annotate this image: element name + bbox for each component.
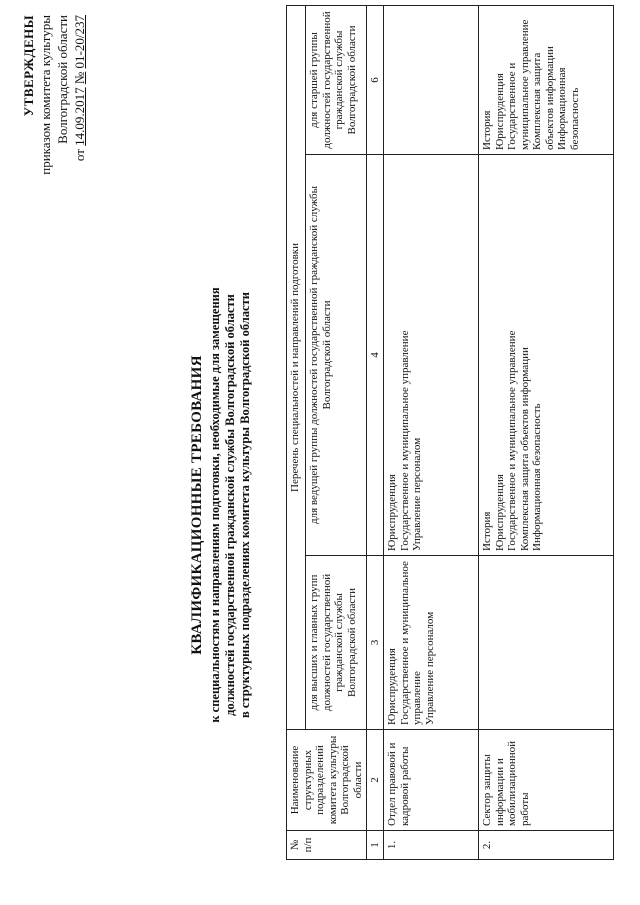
title-line-3: должностей государственной гражданской службы Волгоградской области: [223, 294, 237, 716]
column-numbers-row: [367, 6, 384, 860]
header-list-title: Перечень специальностей и направлений подготовки: [287, 6, 306, 730]
specialty: Государственное и муниципальное управление: [506, 19, 531, 150]
header-group-senior-main: для высших и главных групп должностей государственной гражданской службы Волгоградской области: [306, 556, 367, 730]
table-header-row: [287, 6, 306, 860]
row-col6-list: [384, 6, 479, 155]
specialty: Информационная безопасность: [556, 67, 581, 150]
approval-number-label: №: [72, 71, 87, 85]
row-col6-list: [479, 6, 614, 155]
document-title: [190, 245, 253, 765]
specialty: Юриспруденция: [386, 474, 398, 551]
row-col4-list: [479, 155, 614, 556]
row-org-name: Отдел правовой и кадровой работы: [384, 730, 479, 831]
table-row: [384, 6, 479, 860]
specialty: Комплексная защита объектов информации: [531, 46, 556, 150]
approval-line-1: приказом комитета культуры: [38, 15, 53, 175]
specialty: Юриспруденция: [386, 648, 398, 725]
specialty: Информационная безопасность: [531, 403, 543, 551]
header-num: № п/п: [287, 831, 367, 860]
row-org-name: Сектор защиты информации и мобилизационной работы: [479, 730, 614, 831]
specialty: История: [481, 110, 493, 150]
approval-date-number: [71, 15, 88, 255]
approval-date: 14.09.2017: [72, 87, 87, 146]
row-num: 1.: [384, 831, 479, 860]
specialty: Государственное и муниципальное управление: [398, 561, 423, 725]
row-col3-list: [384, 556, 479, 730]
row-col4-list: [384, 155, 479, 556]
approval-stamp: [20, 15, 88, 255]
header-group-elder: для старшей группы должностей государственной гражданской службы Волгоградской области: [306, 6, 367, 155]
approval-line-2: Волгоградской области: [55, 15, 70, 144]
specialty: История: [481, 511, 493, 551]
header-group-leading: для ведущей группы должностей государственной гражданской службы Волгоградской области: [306, 155, 367, 556]
specialty: Государственное и муниципальное управление: [506, 330, 518, 551]
specialty: Юриспруденция: [493, 474, 506, 551]
column-number: 3: [367, 556, 384, 730]
header-name: Наименование структурных подразделений комитета культуры Волгоградской области: [287, 730, 367, 831]
column-number: 4: [367, 155, 384, 556]
specialty: Государственное и муниципальное управление: [398, 330, 411, 551]
specialty: Управление персоналом: [423, 611, 436, 725]
specialty: Управление персоналом: [411, 437, 423, 551]
title-line-2: к специальностям и направлениям подготовки, необходимые для замещения: [208, 287, 222, 723]
title-line-1: КВАЛИФИКАЦИОННЫЕ ТРЕБОВАНИЯ: [189, 355, 205, 655]
requirements-table: [286, 5, 614, 860]
column-number: 1: [367, 831, 384, 860]
column-number: 6: [367, 6, 384, 155]
column-number: 2: [367, 730, 384, 831]
approval-number: 01-20/237: [72, 15, 87, 69]
row-num: 2.: [479, 831, 614, 860]
row-col3-list: [479, 556, 614, 730]
title-line-4: в структурных подразделениях комитета культуры Волгоградской области: [238, 292, 252, 718]
table-row: [479, 6, 614, 860]
approval-heading: УТВЕРЖДЕНЫ: [21, 15, 36, 117]
approval-from-label: от: [72, 149, 87, 162]
specialty: Юриспруденция: [493, 73, 506, 150]
specialty: Комплексная защита объектов информации: [518, 347, 531, 551]
